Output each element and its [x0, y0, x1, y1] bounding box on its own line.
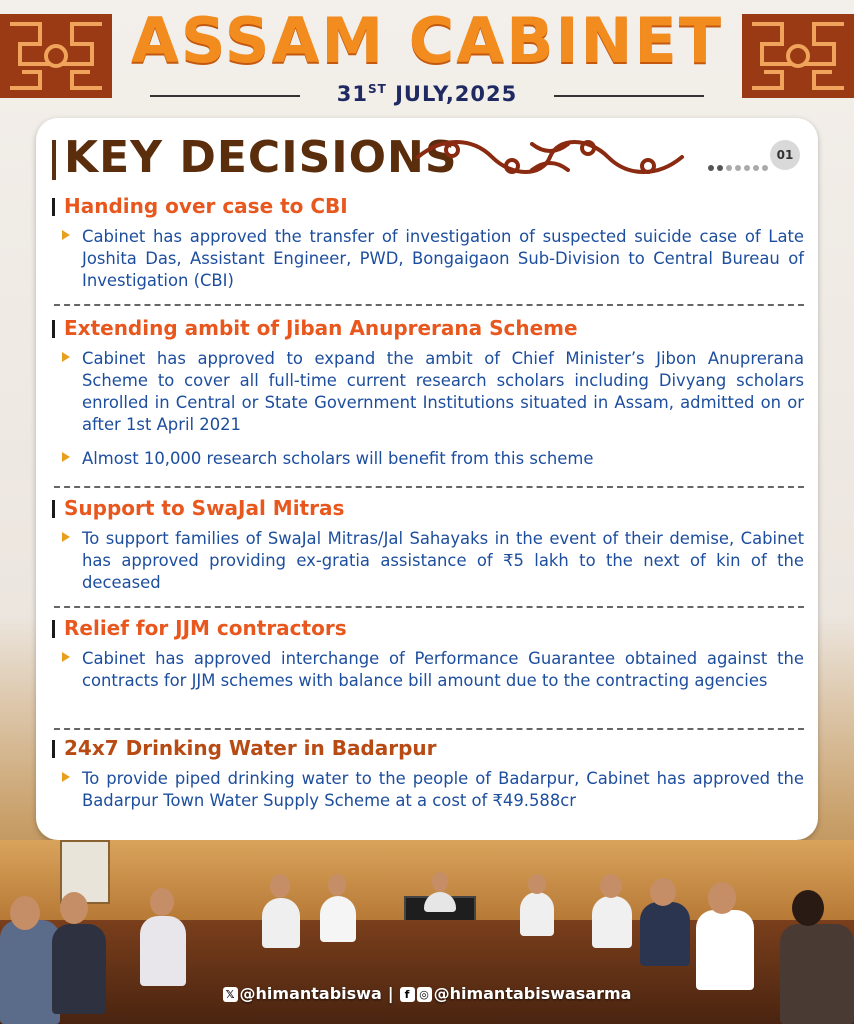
date-rule-right	[554, 95, 704, 97]
facebook-instagram-handle: @himantabiswasarma	[433, 984, 632, 1003]
instagram-icon: ◎	[417, 987, 432, 1002]
date-rule-left	[150, 95, 300, 97]
list-item: To support families of SwaJal Mitras/Jal Sahayaks in the event of their demise, Cabinet has approved providing ex-gratia assistance of ₹5 lakh to the next of kin of the deceased	[52, 528, 804, 594]
bullet-arrow-icon	[62, 772, 70, 782]
x-icon: 𝕏	[223, 987, 238, 1002]
bullet-arrow-icon	[62, 452, 70, 462]
page-number-badge: 01	[770, 140, 800, 170]
decorative-motif-right	[742, 14, 854, 98]
decision-section-cbi	[52, 194, 804, 292]
decision-section-jiban-anuprerana	[52, 316, 804, 470]
list-item: To provide piped drinking water to the people of Badarpur, Cabinet has approved the Badarpur Town Water Supply Scheme at a cost of ₹49.588cr	[52, 768, 804, 812]
bullet-arrow-icon	[62, 532, 70, 542]
main-title: ASSAM CABINET	[130, 4, 724, 77]
x-handle: @himantabiswa	[239, 984, 382, 1003]
social-credit: 𝕏 @himantabiswa | f ◎ @himantabiswasarma	[0, 984, 854, 1003]
bullet-arrow-icon	[62, 652, 70, 662]
dashed-divider	[54, 606, 804, 608]
floral-flourish-icon	[412, 132, 688, 182]
decision-section-swajal-mitras	[52, 496, 804, 594]
dashed-divider	[54, 486, 804, 488]
section-title: Handing over case to CBI	[64, 194, 348, 218]
dashed-divider	[54, 304, 804, 306]
bullet-arrow-icon	[62, 230, 70, 240]
card-heading: KEY DECISIONS	[64, 132, 458, 183]
list-item: Cabinet has approved interchange of Performance Guarantee obtained against the contracts for JJM schemes with balance bill amount due to the contracting agencies	[52, 648, 804, 692]
date-row	[150, 82, 704, 108]
decision-section-badarpur-water	[52, 736, 804, 812]
section-title: 24x7 Drinking Water in Badarpur	[64, 736, 437, 760]
list-item: Cabinet has approved the transfer of investigation of suspected suicide case of Late Joshita Das, Assistant Engineer, PWD, Bongaigaon Sub-Division to Central Bureau of Investigation (CBI)	[52, 226, 804, 292]
decisions-card	[36, 118, 818, 840]
facebook-icon: f	[400, 987, 415, 1002]
list-item: Almost 10,000 research scholars will benefit from this scheme	[52, 448, 804, 470]
dashed-divider	[54, 728, 804, 730]
section-title: Extending ambit of Jiban Anuprerana Scheme	[64, 316, 578, 340]
header	[0, 0, 854, 118]
decorative-motif-left	[0, 14, 112, 98]
decision-section-jjm-contractors	[52, 616, 804, 692]
section-title: Relief for JJM contractors	[64, 616, 347, 640]
pagination-dots	[708, 156, 771, 175]
section-title: Support to SwaJal Mitras	[64, 496, 345, 520]
heading-accent-bar	[52, 140, 56, 180]
bullet-arrow-icon	[62, 352, 70, 362]
list-item: Cabinet has approved to expand the ambit of Chief Minister’s Jibon Anuprerana Scheme to cover all full-time current research scholars including Divyang scholars enrolled in Central or State Government Institutions situated in Assam, admitted on or after 1st April 2021	[52, 348, 804, 436]
meeting-date: 31ST JULY,2025	[336, 82, 518, 106]
